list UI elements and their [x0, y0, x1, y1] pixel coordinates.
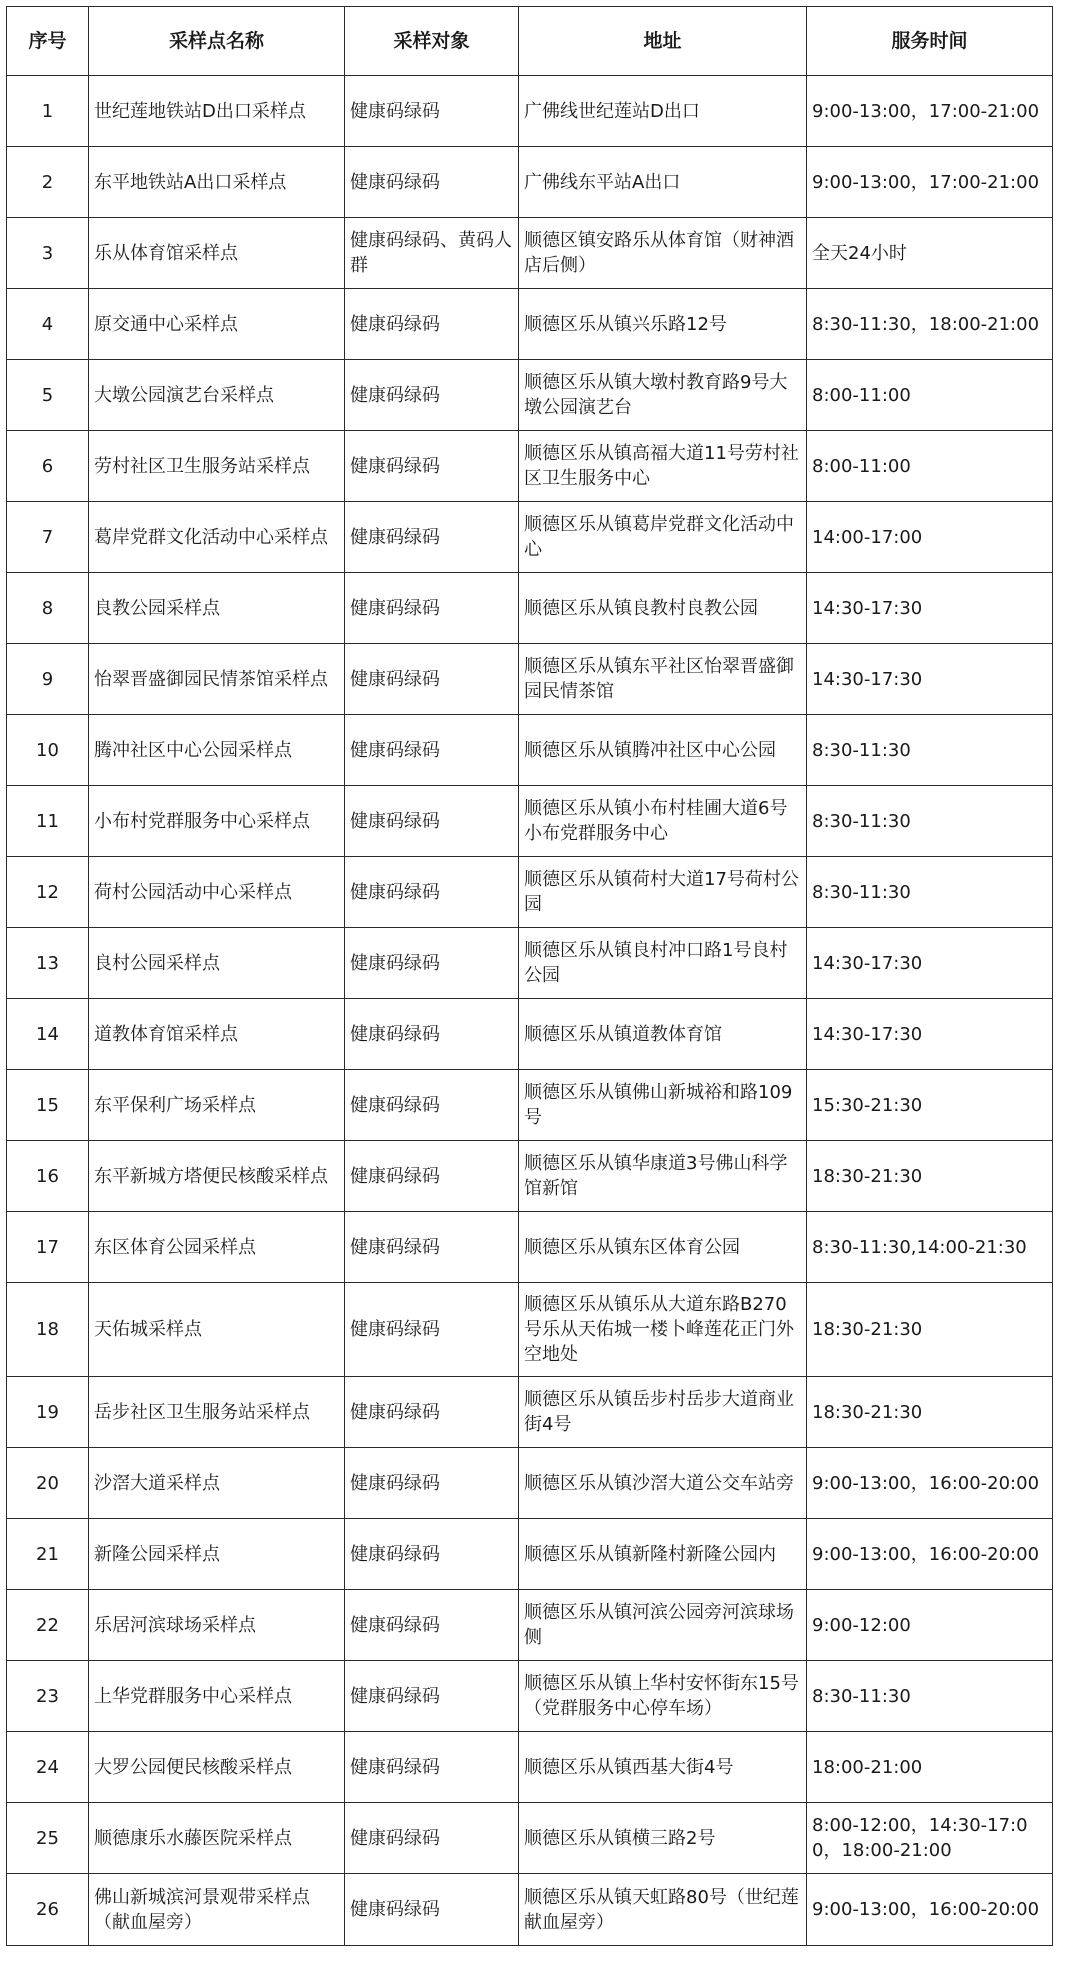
table-row: [7, 289, 1053, 360]
row-index: 23: [7, 1661, 89, 1732]
table-row: [7, 502, 1053, 573]
service-hours: 9:00-13:00，17:00-21:00: [807, 147, 1053, 218]
address: 顺德区乐从镇葛岸党群文化活动中心: [519, 502, 807, 573]
site-name: 东平地铁站A出口采样点: [89, 147, 345, 218]
service-hours: 8:30-11:30: [807, 1661, 1053, 1732]
table-row: [7, 644, 1053, 715]
address: 顺德区乐从镇岳步村岳步大道商业街4号: [519, 1377, 807, 1448]
row-index: 12: [7, 857, 89, 928]
row-index: 3: [7, 218, 89, 289]
row-index: 20: [7, 1448, 89, 1519]
service-hours: 9:00-13:00，16:00-20:00: [807, 1519, 1053, 1590]
address: 顺德区乐从镇腾冲社区中心公园: [519, 715, 807, 786]
target-group: 健康码绿码: [345, 786, 519, 857]
target-group: 健康码绿码: [345, 1070, 519, 1141]
row-index: 18: [7, 1283, 89, 1377]
row-index: 7: [7, 502, 89, 573]
site-name: 大墩公园演艺台采样点: [89, 360, 345, 431]
target-group: 健康码绿码: [345, 1590, 519, 1661]
header-address: 地址: [519, 7, 807, 76]
service-hours: 8:00-11:00: [807, 360, 1053, 431]
site-name: 岳步社区卫生服务站采样点: [89, 1377, 345, 1448]
row-index: 11: [7, 786, 89, 857]
service-hours: 14:30-17:30: [807, 999, 1053, 1070]
table-row: [7, 1661, 1053, 1732]
table-row: [7, 1212, 1053, 1283]
table-row: [7, 1590, 1053, 1661]
service-hours: 8:00-11:00: [807, 431, 1053, 502]
target-group: 健康码绿码: [345, 1448, 519, 1519]
site-name: 葛岸党群文化活动中心采样点: [89, 502, 345, 573]
target-group: 健康码绿码: [345, 715, 519, 786]
service-hours: 18:30-21:30: [807, 1377, 1053, 1448]
table-row: [7, 1519, 1053, 1590]
address: 顺德区乐从镇高福大道11号劳村社区卫生服务中心: [519, 431, 807, 502]
target-group: 健康码绿码: [345, 289, 519, 360]
target-group: 健康码绿码: [345, 360, 519, 431]
service-hours: 9:00-13:00，16:00-20:00: [807, 1448, 1053, 1519]
target-group: 健康码绿码: [345, 76, 519, 147]
address: 顺德区乐从镇乐从大道东路B270号乐从天佑城一楼卜峰莲花正门外空地处: [519, 1283, 807, 1377]
service-hours: 14:30-17:30: [807, 928, 1053, 999]
target-group: 健康码绿码: [345, 1283, 519, 1377]
target-group: 健康码绿码: [345, 1141, 519, 1212]
site-name: 道教体育馆采样点: [89, 999, 345, 1070]
table-row: [7, 1874, 1053, 1946]
target-group: 健康码绿码: [345, 644, 519, 715]
target-group: 健康码绿码: [345, 1803, 519, 1874]
site-name: 大罗公园便民核酸采样点: [89, 1732, 345, 1803]
site-name: 东平新城方塔便民核酸采样点: [89, 1141, 345, 1212]
target-group: 健康码绿码: [345, 573, 519, 644]
site-name: 小布村党群服务中心采样点: [89, 786, 345, 857]
row-index: 16: [7, 1141, 89, 1212]
service-hours: 8:30-11:30: [807, 715, 1053, 786]
target-group: 健康码绿码: [345, 1661, 519, 1732]
service-hours: 8:00-12:00，14:30-17:00，18:00-21:00: [807, 1803, 1053, 1874]
row-index: 14: [7, 999, 89, 1070]
table-row: [7, 218, 1053, 289]
service-hours: 9:00-13:00，17:00-21:00: [807, 76, 1053, 147]
site-name: 新隆公园采样点: [89, 1519, 345, 1590]
service-hours: 9:00-13:00，16:00-20:00: [807, 1874, 1053, 1946]
table-row: [7, 1283, 1053, 1377]
site-name: 乐从体育馆采样点: [89, 218, 345, 289]
target-group: 健康码绿码: [345, 147, 519, 218]
site-name: 劳村社区卫生服务站采样点: [89, 431, 345, 502]
table-row: [7, 857, 1053, 928]
address: 顺德区乐从镇佛山新城裕和路109号: [519, 1070, 807, 1141]
service-hours: 9:00-12:00: [807, 1590, 1053, 1661]
target-group: 健康码绿码: [345, 999, 519, 1070]
site-name: 良村公园采样点: [89, 928, 345, 999]
address: 顺德区乐从镇良教村良教公园: [519, 573, 807, 644]
address: 顺德区乐从镇东区体育公园: [519, 1212, 807, 1283]
site-name: 乐居河滨球场采样点: [89, 1590, 345, 1661]
row-index: 26: [7, 1874, 89, 1946]
site-name: 东平保利广场采样点: [89, 1070, 345, 1141]
sampling-points-table: [6, 6, 1052, 1946]
site-name: 东区体育公园采样点: [89, 1212, 345, 1283]
table-row: [7, 928, 1053, 999]
table-header-row: [7, 7, 1053, 76]
site-name: 良教公园采样点: [89, 573, 345, 644]
row-index: 22: [7, 1590, 89, 1661]
table-row: [7, 1377, 1053, 1448]
address: 顺德区乐从镇荷村大道17号荷村公园: [519, 857, 807, 928]
row-index: 17: [7, 1212, 89, 1283]
site-name: 佛山新城滨河景观带采样点（献血屋旁）: [89, 1874, 345, 1946]
row-index: 15: [7, 1070, 89, 1141]
address: 顺德区乐从镇横三路2号: [519, 1803, 807, 1874]
site-name: 荷村公园活动中心采样点: [89, 857, 345, 928]
row-index: 6: [7, 431, 89, 502]
table-row: [7, 1070, 1053, 1141]
table-row: [7, 786, 1053, 857]
site-name: 沙滘大道采样点: [89, 1448, 345, 1519]
row-index: 4: [7, 289, 89, 360]
address: 顺德区乐从镇河滨公园旁河滨球场侧: [519, 1590, 807, 1661]
target-group: 健康码绿码: [345, 502, 519, 573]
row-index: 10: [7, 715, 89, 786]
row-index: 21: [7, 1519, 89, 1590]
row-index: 25: [7, 1803, 89, 1874]
target-group: 健康码绿码: [345, 928, 519, 999]
row-index: 8: [7, 573, 89, 644]
site-name: 怡翠晋盛御园民情茶馆采样点: [89, 644, 345, 715]
service-hours: 全天24小时: [807, 218, 1053, 289]
service-hours: 14:00-17:00: [807, 502, 1053, 573]
service-hours: 8:30-11:30: [807, 786, 1053, 857]
target-group: 健康码绿码: [345, 1212, 519, 1283]
service-hours: 8:30-11:30,14:00-21:30: [807, 1212, 1053, 1283]
header-target-group: 采样对象: [345, 7, 519, 76]
service-hours: 15:30-21:30: [807, 1070, 1053, 1141]
table-row: [7, 431, 1053, 502]
row-index: 5: [7, 360, 89, 431]
service-hours: 18:30-21:30: [807, 1141, 1053, 1212]
address: 顺德区乐从镇小布村桂圃大道6号小布党群服务中心: [519, 786, 807, 857]
site-name: 腾冲社区中心公园采样点: [89, 715, 345, 786]
header-index: 序号: [7, 7, 89, 76]
table-row: [7, 999, 1053, 1070]
address: 顺德区乐从镇天虹路80号（世纪莲献血屋旁）: [519, 1874, 807, 1946]
target-group: 健康码绿码: [345, 1377, 519, 1448]
address: 顺德区乐从镇沙滘大道公交车站旁: [519, 1448, 807, 1519]
table-row: [7, 147, 1053, 218]
site-name: 天佑城采样点: [89, 1283, 345, 1377]
address: 顺德区乐从镇上华村安怀街东15号（党群服务中心停车场）: [519, 1661, 807, 1732]
service-hours: 8:30-11:30，18:00-21:00: [807, 289, 1053, 360]
table-row: [7, 1448, 1053, 1519]
site-name: 顺德康乐水藤医院采样点: [89, 1803, 345, 1874]
service-hours: 18:30-21:30: [807, 1283, 1053, 1377]
address: 顺德区乐从镇新隆村新隆公园内: [519, 1519, 807, 1590]
target-group: 健康码绿码: [345, 431, 519, 502]
address: 顺德区乐从镇西基大街4号: [519, 1732, 807, 1803]
row-index: 19: [7, 1377, 89, 1448]
address: 顺德区乐从镇华康道3号佛山科学馆新馆: [519, 1141, 807, 1212]
target-group: 健康码绿码、黄码人群: [345, 218, 519, 289]
target-group: 健康码绿码: [345, 857, 519, 928]
address: 顺德区乐从镇良村冲口路1号良村公园: [519, 928, 807, 999]
table-row: [7, 573, 1053, 644]
target-group: 健康码绿码: [345, 1874, 519, 1946]
table-row: [7, 360, 1053, 431]
address: 广佛线世纪莲站D出口: [519, 76, 807, 147]
row-index: 24: [7, 1732, 89, 1803]
address: 顺德区乐从镇兴乐路12号: [519, 289, 807, 360]
row-index: 13: [7, 928, 89, 999]
table-row: [7, 76, 1053, 147]
table-row: [7, 715, 1053, 786]
address: 顺德区乐从镇道教体育馆: [519, 999, 807, 1070]
row-index: 9: [7, 644, 89, 715]
address: 顺德区镇安路乐从体育馆（财神酒店后侧）: [519, 218, 807, 289]
address: 顺德区乐从镇大墩村教育路9号大墩公园演艺台: [519, 360, 807, 431]
table-row: [7, 1141, 1053, 1212]
target-group: 健康码绿码: [345, 1519, 519, 1590]
header-site-name: 采样点名称: [89, 7, 345, 76]
service-hours: 8:30-11:30: [807, 857, 1053, 928]
site-name: 上华党群服务中心采样点: [89, 1661, 345, 1732]
address: 顺德区乐从镇东平社区怡翠晋盛御园民情茶馆: [519, 644, 807, 715]
target-group: 健康码绿码: [345, 1732, 519, 1803]
address: 广佛线东平站A出口: [519, 147, 807, 218]
row-index: 2: [7, 147, 89, 218]
site-name: 世纪莲地铁站D出口采样点: [89, 76, 345, 147]
header-service-hours: 服务时间: [807, 7, 1053, 76]
service-hours: 14:30-17:30: [807, 573, 1053, 644]
service-hours: 18:00-21:00: [807, 1732, 1053, 1803]
table-row: [7, 1803, 1053, 1874]
service-hours: 14:30-17:30: [807, 644, 1053, 715]
site-name: 原交通中心采样点: [89, 289, 345, 360]
row-index: 1: [7, 76, 89, 147]
table-row: [7, 1732, 1053, 1803]
